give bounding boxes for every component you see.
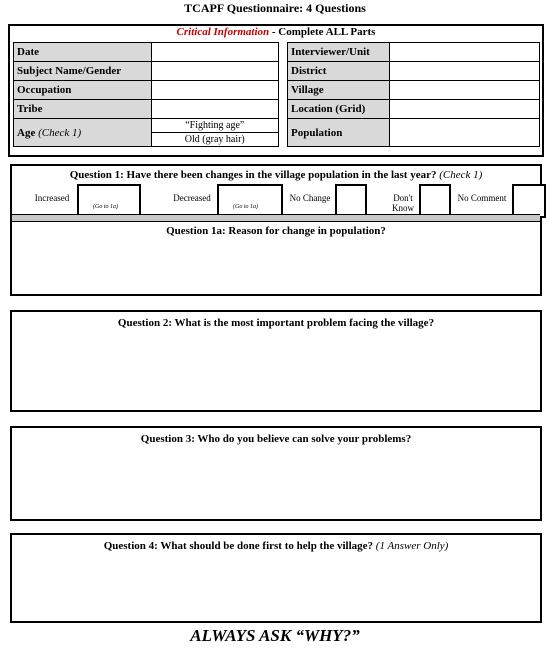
question-3-heading: Question 3: Who do you believe can solve your problems? <box>140 433 412 445</box>
subject-info-table <box>13 42 279 147</box>
question-1-divider <box>12 214 540 222</box>
option-no-comment-label: No Comment <box>457 193 507 203</box>
district-field[interactable] <box>389 62 539 81</box>
question-1a-heading: Question 1a: Reason for change in population? <box>166 225 386 237</box>
location-grid-field[interactable] <box>389 100 539 119</box>
age-check-hint: (Check 1) <box>38 126 82 139</box>
subject-name-gender-field[interactable] <box>151 62 278 81</box>
age-label-text: Age <box>17 126 36 139</box>
question-3-section[interactable] <box>10 426 542 521</box>
form-title: TCAPF Questionnaire: 4 Questions <box>184 1 366 15</box>
district-label: District <box>288 62 390 81</box>
option-no-change-label: No Change <box>289 193 331 203</box>
critical-info-section <box>8 24 544 157</box>
critical-info-highlight: Critical Information <box>176 26 270 38</box>
option-dont-know-checkbox[interactable] <box>419 184 451 218</box>
decreased-goto-note: (Go to 1a) <box>233 204 258 210</box>
interviewer-unit-label: Interviewer/Unit <box>288 43 390 62</box>
option-no-change-checkbox[interactable] <box>335 184 367 218</box>
population-field[interactable] <box>389 119 539 147</box>
subject-name-gender-label: Subject Name/Gender <box>14 62 152 81</box>
village-label: Village <box>288 81 390 100</box>
question-2-heading: Question 2: What is the most important problem facing the village? <box>117 317 435 329</box>
question-4-heading <box>12 540 540 552</box>
option-increased-label: Increased <box>34 193 70 203</box>
question-1-hint: (Check 1) <box>439 169 483 181</box>
option-no-comment-checkbox[interactable] <box>512 184 546 218</box>
footer-reminder: ALWAYS ASK “WHY?” <box>190 626 360 645</box>
option-decreased-label: Decreased <box>173 193 211 203</box>
critical-info-instruction: - Complete ALL Parts <box>269 26 376 38</box>
option-dont-know-label: Don't Know <box>392 193 414 213</box>
question-1-section <box>10 164 542 296</box>
question-4-hint: (1 Answer Only) <box>375 540 449 552</box>
location-grid-label: Location (Grid) <box>288 100 390 119</box>
question-2-section[interactable] <box>10 310 542 412</box>
interviewer-unit-field[interactable] <box>389 43 539 62</box>
age-label <box>14 119 152 147</box>
age-option-fighting-age[interactable]: “Fighting age” <box>151 119 278 133</box>
question-1-heading <box>12 169 540 181</box>
critical-info-header <box>10 26 542 39</box>
tribe-label: Tribe <box>14 100 152 119</box>
date-label: Date <box>14 43 152 62</box>
population-label: Population <box>288 119 390 147</box>
option-increased-checkbox[interactable] <box>77 184 141 218</box>
age-option-old[interactable]: Old (gray hair) <box>151 133 278 147</box>
occupation-field[interactable] <box>151 81 278 100</box>
question-1-text: Question 1: Have there been changes in the village population in the last year? <box>69 169 437 181</box>
interview-info-table <box>287 42 540 147</box>
village-field[interactable] <box>389 81 539 100</box>
date-field[interactable] <box>151 43 278 62</box>
tribe-field[interactable] <box>151 100 278 119</box>
option-decreased-checkbox[interactable] <box>217 184 283 218</box>
question-4-section[interactable] <box>10 533 542 623</box>
occupation-label: Occupation <box>14 81 152 100</box>
question-4-text: Question 4: What should be done first to help the village? <box>103 540 374 552</box>
increased-goto-note: (Go to 1a) <box>93 204 118 210</box>
question-1a-answer-area[interactable] <box>12 240 540 292</box>
